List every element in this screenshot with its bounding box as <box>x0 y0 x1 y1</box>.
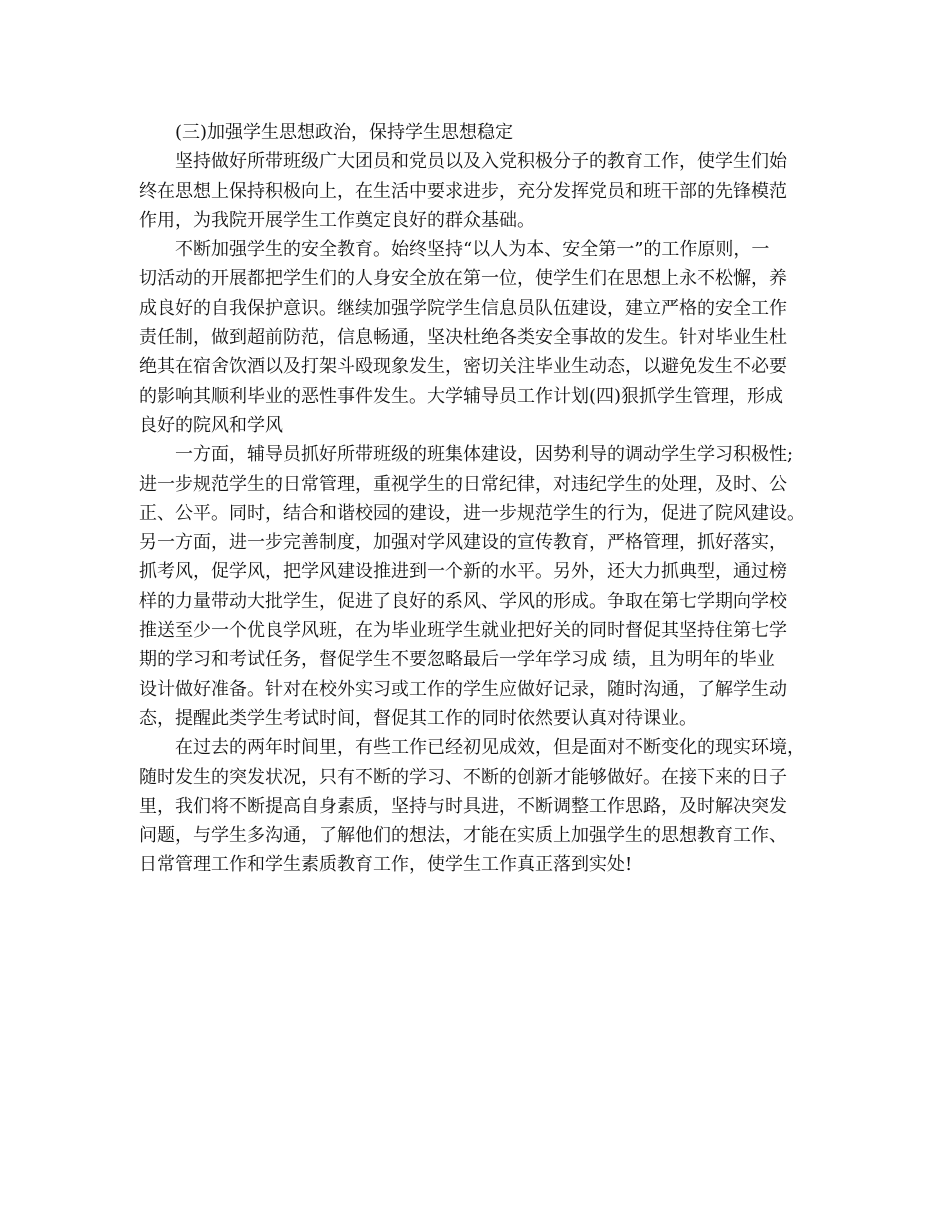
text-line: 抓考风，促学风，把学风建设推进到一个新的水平。另外，还大力抓典型，通过榜 <box>139 561 787 583</box>
text-line: 终在思想上保持积极向上，在生活中要求进步，充分发挥党员和班干部的先锋模范 <box>139 180 787 202</box>
text-line: 随时发生的突发状况，只有不断的学习、不断的创新才能够做好。在接下来的日子 <box>139 766 787 788</box>
text-line: 的影响其顺利毕业的恶性事件发生。大学辅导员工作计划(四)狠抓学生管理，形成 <box>139 385 784 407</box>
text-line: 里，我们将不断提高自身素质，坚持与时具进，不断调整工作思路，及时解决突发 <box>139 795 787 817</box>
text-line: 良好的院风和学风 <box>139 414 283 436</box>
text-line: 作用，为我院开展学生工作奠定良好的群众基础。 <box>139 209 535 231</box>
section-heading <box>139 118 819 147</box>
paragraph <box>139 147 819 235</box>
text-line: (三)加强学生思想政治，保持学生思想稳定 <box>175 122 514 143</box>
text-line: 切活动的开展都把学生们的人身安全放在第一位，使学生们在思想上永不松懈，养 <box>139 268 787 290</box>
text-line: 另一方面，进一步完善制度，加强对学风建设的宣传教育，严格管理，抓好落实， <box>139 532 787 554</box>
text-line: 正、公平。同时，结合和谐校园的建设，进一步规范学生的行为，促进了院风建设。 <box>139 502 805 524</box>
text-line: 样的力量带动大批学生，促进了良好的系风、学风的形成。争取在第七学期向学校 <box>139 590 787 612</box>
text-line: 设计做好准备。针对在校外实习或工作的学生应做好记录，随时沟通，了解学生动 <box>139 678 787 700</box>
text-line: 期的学习和考试任务，督促学生不要忽略最后一学年学习成 绩，且为明年的毕业 <box>139 649 775 671</box>
text-line: 在过去的两年时间里，有些工作已经初见成效，但是面对不断变化的现实环境， <box>175 737 805 759</box>
text-line: 成良好的自我保护意识。继续加强学院学生信息员队伍建设，建立严格的安全工作 <box>139 297 787 319</box>
text-line: 坚持做好所带班级广大团员和党员以及入党积极分子的教育工作，使学生们始 <box>175 151 787 173</box>
paragraph <box>139 235 819 440</box>
paragraph <box>139 440 819 733</box>
text-line: 绝其在宿舍饮酒以及打架斗殴现象发生，密切关注毕业生动态，以避免发生不必要 <box>139 356 787 378</box>
text-line: 推送至少一个优良学风班，在为毕业班学生就业把好关的同时督促其坚持住第七学 <box>139 620 787 642</box>
text-line: 一方面，辅导员抓好所带班级的班集体建设，因势利导的调动学生学习积极性; <box>175 444 794 466</box>
text-line: 态，提醒此类学生考试时间，督促其工作的同时依然要认真对待课业。 <box>139 707 697 729</box>
text-line: 不断加强学生的安全教育。始终坚持“以人为本、安全第一”的工作原则，一 <box>175 239 770 261</box>
text-line: 日常管理工作和学生素质教育工作，使学生工作真正落到实处! <box>139 854 633 876</box>
document-body <box>139 118 819 880</box>
text-line: 问题，与学生多沟通，了解他们的想法，才能在实质上加强学生的思想教育工作、 <box>139 825 787 847</box>
paragraph <box>139 733 819 879</box>
text-line: 进一步规范学生的日常管理，重视学生的日常纪律，对违纪学生的处理，及时、公 <box>139 473 787 495</box>
text-line: 责任制，做到超前防范，信息畅通，坚决杜绝各类安全事故的发生。针对毕业生杜 <box>139 327 787 349</box>
